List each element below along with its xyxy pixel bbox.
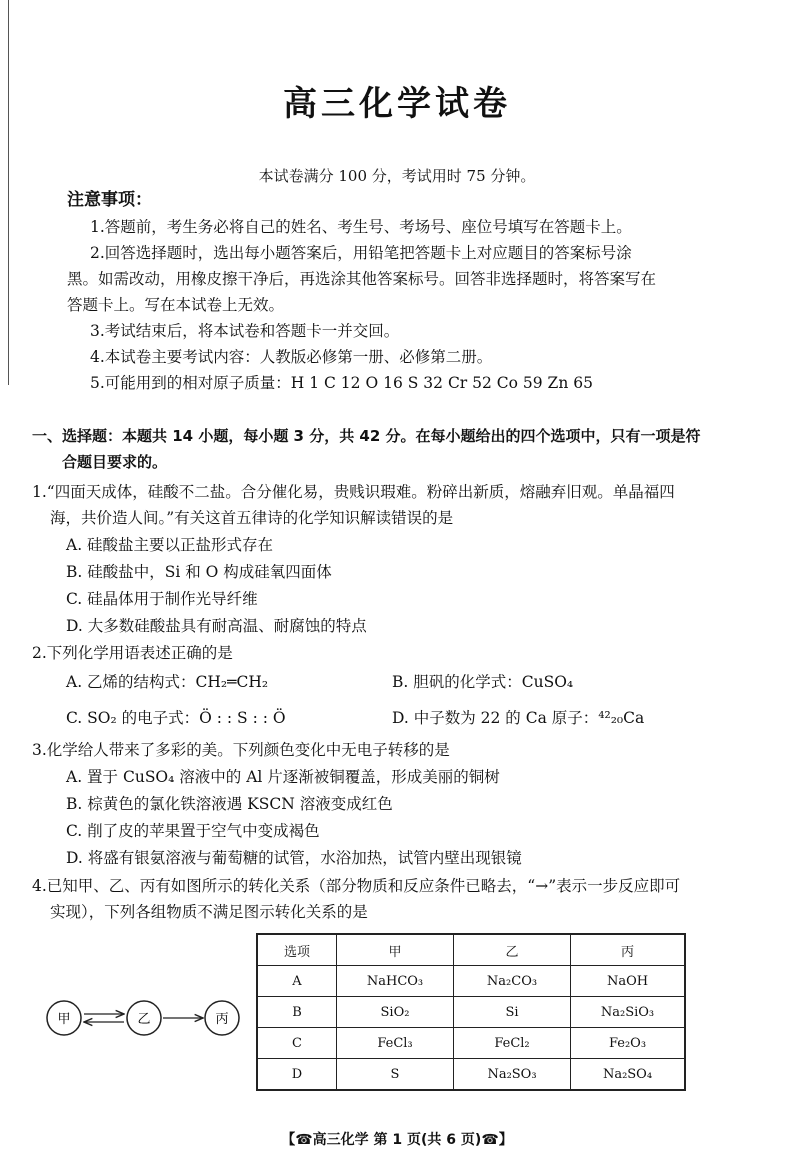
notice-line: 1.答题前，考生务必将自己的姓名、考生号、考场号、座位号填写在答题卡上。: [90, 218, 632, 236]
notice-line: 5.可能用到的相对原子质量：H 1 C 12 O 16 S 32 Cr 52 Co 59 Zn 65: [90, 374, 593, 392]
question-1-option-d: D. 大多数硅酸盐具有耐高温、耐腐蚀的特点: [66, 617, 367, 635]
page-title: 高三化学试卷: [283, 84, 511, 124]
table-cell: SiO₂: [337, 997, 454, 1028]
table-cell: B: [257, 997, 337, 1028]
table-header-cell: 丙: [571, 934, 686, 966]
table-cell: FeCl₂: [454, 1028, 571, 1059]
table-cell: D: [257, 1059, 337, 1091]
table-row: [257, 997, 685, 1028]
notice-line: 答题卡上。写在本试卷上无效。: [67, 296, 285, 314]
node-jia-label: 甲: [57, 1012, 71, 1027]
question-2-option-a: A. 乙烯的结构式：CH₂═CH₂: [66, 673, 269, 691]
node-bing-label: 丙: [215, 1012, 229, 1027]
question-3-option-c: C. 削了皮的苹果置于空气中变成褐色: [66, 822, 320, 840]
notice-line: 4.本试卷主要考试内容：人教版必修第一册、必修第二册。: [90, 348, 493, 366]
question-1-option-b: B. 硅酸盐中，Si 和 O 构成硅氧四面体: [66, 563, 332, 581]
question-1-option-c: C. 硅晶体用于制作光导纤维: [66, 590, 258, 608]
table-cell: Na₂CO₃: [454, 966, 571, 997]
notice-heading: 注意事项：: [67, 190, 152, 210]
question-1-option-a: A. 硅酸盐主要以正盐形式存在: [66, 536, 274, 554]
table-header-cell: 甲: [337, 934, 454, 966]
question-2-stem: 2.下列化学用语表述正确的是: [32, 644, 233, 662]
section-heading: 一、选择题：本题共 14 小题，每小题 3 分，共 42 分。在每小题给出的四个选项中，只有一项是符: [32, 427, 701, 445]
table-row: [257, 1059, 685, 1091]
question-3-option-a: A. 置于 CuSO₄ 溶液中的 Al 片逐渐被铜覆盖，形成美丽的铜树: [66, 768, 500, 786]
question-1-stem: 海，共价造人间。”有关这首五律诗的化学知识解读错误的是: [50, 509, 454, 527]
question-2-option-c: C. SO₂ 的电子式：Ö : : S : : Ö: [66, 709, 286, 727]
table-cell: Na₂SiO₃: [571, 997, 686, 1028]
notice-line: 3.考试结束后，将本试卷和答题卡一并交回。: [90, 322, 400, 340]
table-header-cell: 乙: [454, 934, 571, 966]
table-cell: FeCl₃: [337, 1028, 454, 1059]
question-2-option-d: D. 中子数为 22 的 Ca 原子：⁴²₂₀Ca: [392, 709, 645, 727]
table-cell: Fe₂O₃: [571, 1028, 686, 1059]
table-cell: Si: [454, 997, 571, 1028]
question-1-stem: 1.“四面天成体，硅酸不二盐。合分催化易，贵贱识瑕难。粉碎出新质，熔融弃旧观。单晶福四: [32, 483, 675, 501]
notice-line: 2.回答选择题时，选出每小题答案后，用铅笔把答题卡上对应题目的答案标号涂: [90, 244, 632, 262]
node-yi-label: 乙: [137, 1012, 151, 1027]
table-cell: A: [257, 966, 337, 997]
table-cell: NaOH: [571, 966, 686, 997]
exam-info: 本试卷满分 100 分，考试用时 75 分钟。: [258, 167, 536, 185]
question-2-option-b: B. 胆矾的化学式：CuSO₄: [392, 673, 574, 691]
table-cell: NaHCO₃: [337, 966, 454, 997]
options-table: [256, 933, 686, 1091]
conversion-diagram: [44, 993, 254, 1043]
question-4-stem: 实现），下列各组物质不满足图示转化关系的是: [50, 903, 368, 921]
page-footer: 【☎高三化学 第 1 页(共 6 页)☎】: [281, 1132, 513, 1148]
table-cell: Na₂SO₃: [454, 1059, 571, 1091]
question-3-stem: 3.化学给人带来了多彩的美。下列颜色变化中无电子转移的是: [32, 741, 450, 759]
table-row: [257, 966, 685, 997]
notice-line: 黑。如需改动，用橡皮擦干净后，再选涂其他答案标号。回答非选择题时，将答案写在: [67, 270, 657, 288]
table-cell: S: [337, 1059, 454, 1091]
question-4-stem: 4.已知甲、乙、丙有如图所示的转化关系（部分物质和反应条件已略去，“→”表示一步反应即可: [32, 877, 681, 895]
table-row: [257, 1028, 685, 1059]
table-header-cell: 选项: [257, 934, 337, 966]
question-3-option-b: B. 棕黄色的氯化铁溶液遇 KSCN 溶液变成红色: [66, 795, 393, 813]
section-heading: 合题目要求的。: [62, 453, 168, 471]
table-cell: C: [257, 1028, 337, 1059]
table-cell: Na₂SO₄: [571, 1059, 686, 1091]
table-header-row: [257, 934, 685, 966]
binding-margin-line: [8, 0, 9, 385]
question-3-option-d: D. 将盛有银氨溶液与葡萄糖的试管，水浴加热，试管内壁出现银镜: [66, 849, 522, 867]
